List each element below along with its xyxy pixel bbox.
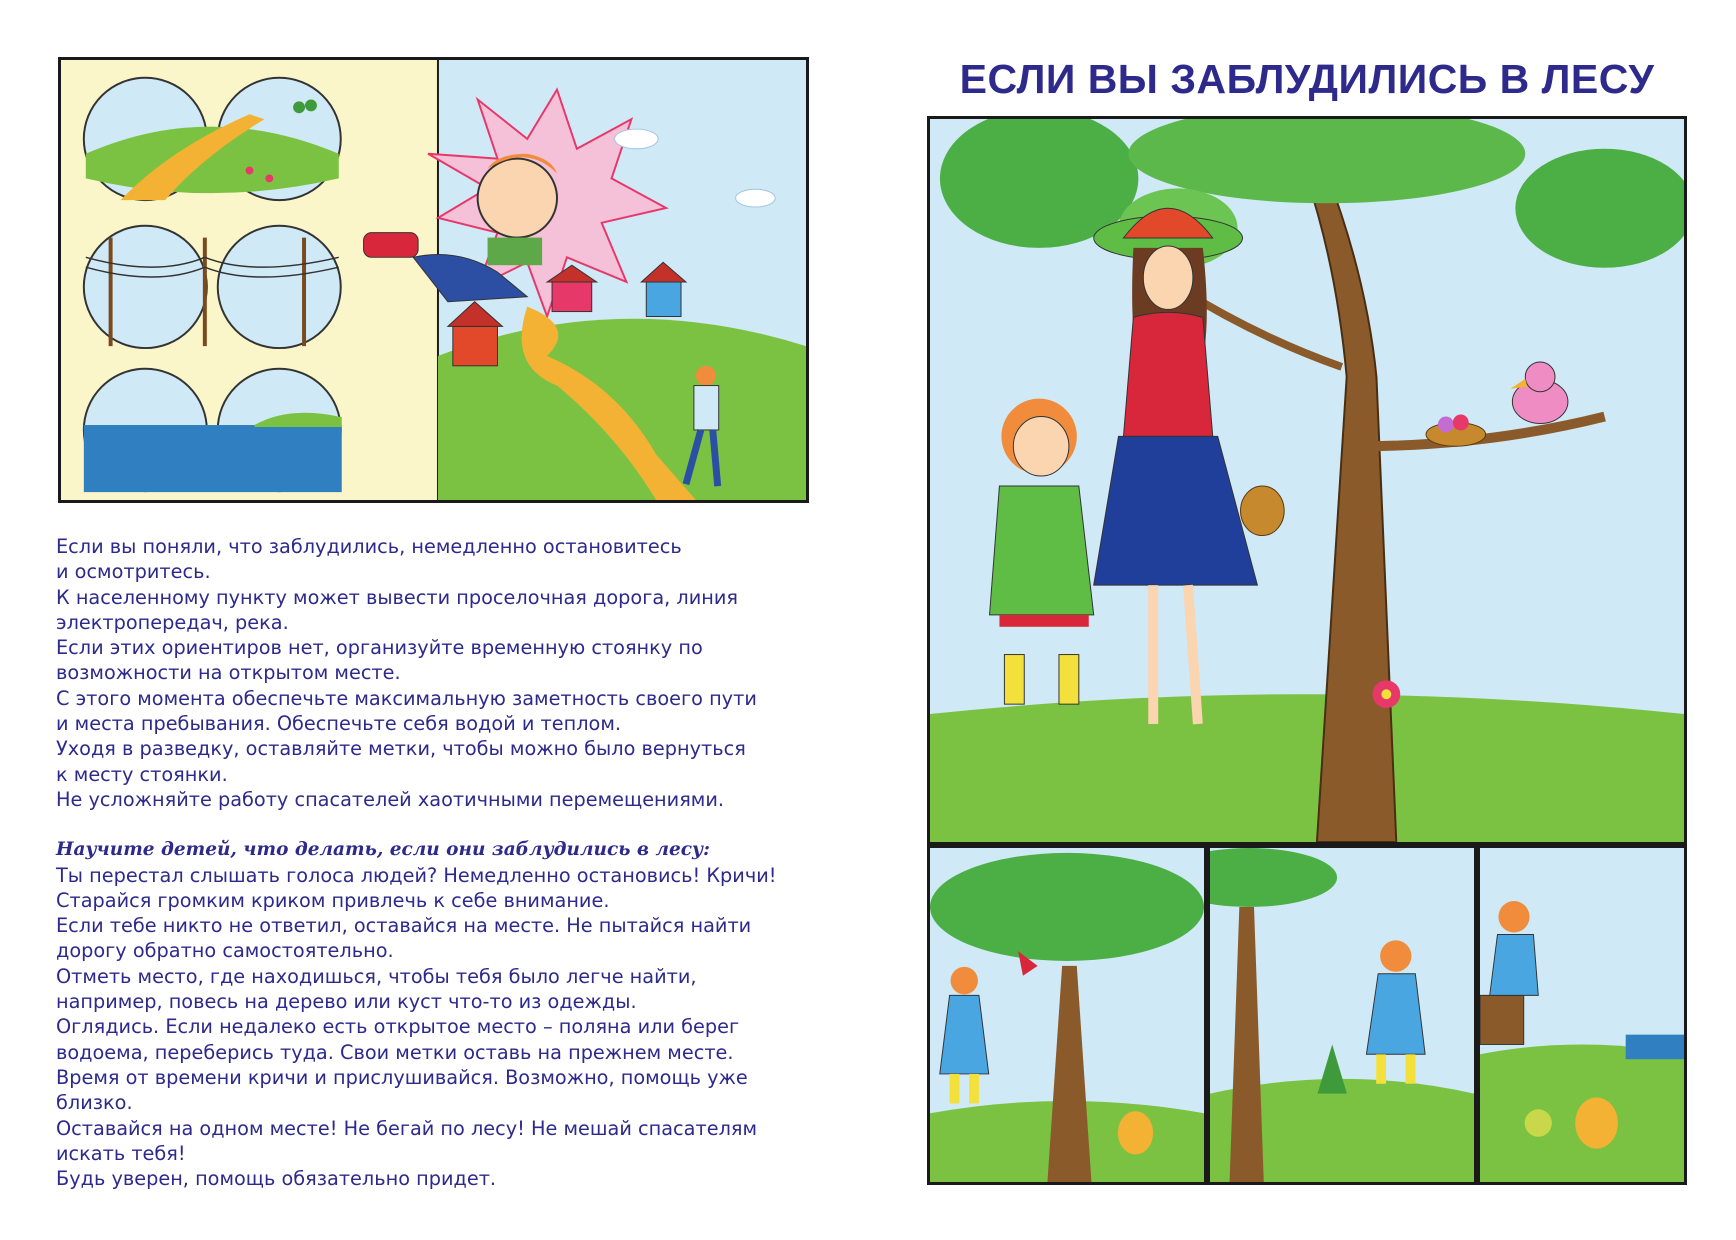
girl-hanging-cloth-illustration <box>927 845 1207 1185</box>
kids-heading: Научите детей, что делать, если они заблудились в лесу: <box>56 839 710 861</box>
intro-line: Если этих ориентиров нет, организуйте временную стоянку по <box>56 636 703 660</box>
kids-line: водоема, переберись туда. Свои метки оставь на прежнем месте. <box>56 1040 734 1064</box>
kids-line: искать тебя! <box>56 1141 186 1165</box>
kids-line: Если тебе никто не ответил, оставайся на месте. Не пытайся найти <box>56 914 752 938</box>
binoculars-illustration <box>58 57 809 503</box>
kids-line: Время от времени кричи и прислушивайся. Возможно, помощь уже <box>56 1065 748 1089</box>
flower <box>1372 680 1400 708</box>
intro-line: и осмотритесь. <box>56 560 211 584</box>
kids-line: Оглядись. Если недалеко есть открытое место – поляна или берег <box>56 1015 740 1039</box>
intro-line: к месту стоянки. <box>56 762 228 786</box>
girl-sitting-illustration <box>1477 845 1687 1185</box>
intro-line: С этого момента обеспечьте максимальную заметность своего пути <box>56 686 757 710</box>
paragraph-gap <box>56 812 796 837</box>
kids-line: Оставайся на одном месте! Не бегай по лесу! Не мешай спасателям <box>56 1116 758 1140</box>
intro-line: К населенному пункту может вывести проселочная дорога, линия <box>56 585 738 609</box>
mother-daughter-illustration <box>927 116 1687 845</box>
girl-calling-illustration <box>1207 845 1477 1185</box>
kids-line: Отметь место, где находишься, чтобы тебя было легче найти, <box>56 964 697 988</box>
intro-line: Уходя в разведку, оставляйте метки, чтобы можно было вернуться <box>56 737 746 761</box>
page-title: ЕСЛИ ВЫ ЗАБЛУДИЛИСЬ В ЛЕСУ <box>959 56 1655 102</box>
instructions-text <box>56 534 796 1191</box>
kids-line: например, повесь на дерево или куст что-то из одежды. <box>56 990 637 1014</box>
kids-line: Старайся громким криком привлечь к себе внимание. <box>56 888 610 912</box>
kids-line: Ты перестал слышать голоса людей? Немедленно остановись! Кричи! <box>56 863 777 887</box>
kids-line: дорогу обратно самостоятельно. <box>56 939 394 963</box>
intro-line: Не усложняйте работу спасателей хаотичными перемещениями. <box>56 787 724 811</box>
intro-line: Если вы поняли, что заблудились, немедленно остановитесь <box>56 535 682 558</box>
intro-line: возможности на открытом месте. <box>56 661 401 685</box>
kids-line: Будь уверен, помощь обязательно придет. <box>56 1167 497 1191</box>
kids-line: близко. <box>56 1091 133 1115</box>
intro-line: электропередач, река. <box>56 610 289 634</box>
intro-line: и места пребывания. Обеспечьте себя водой и теплом. <box>56 712 622 736</box>
